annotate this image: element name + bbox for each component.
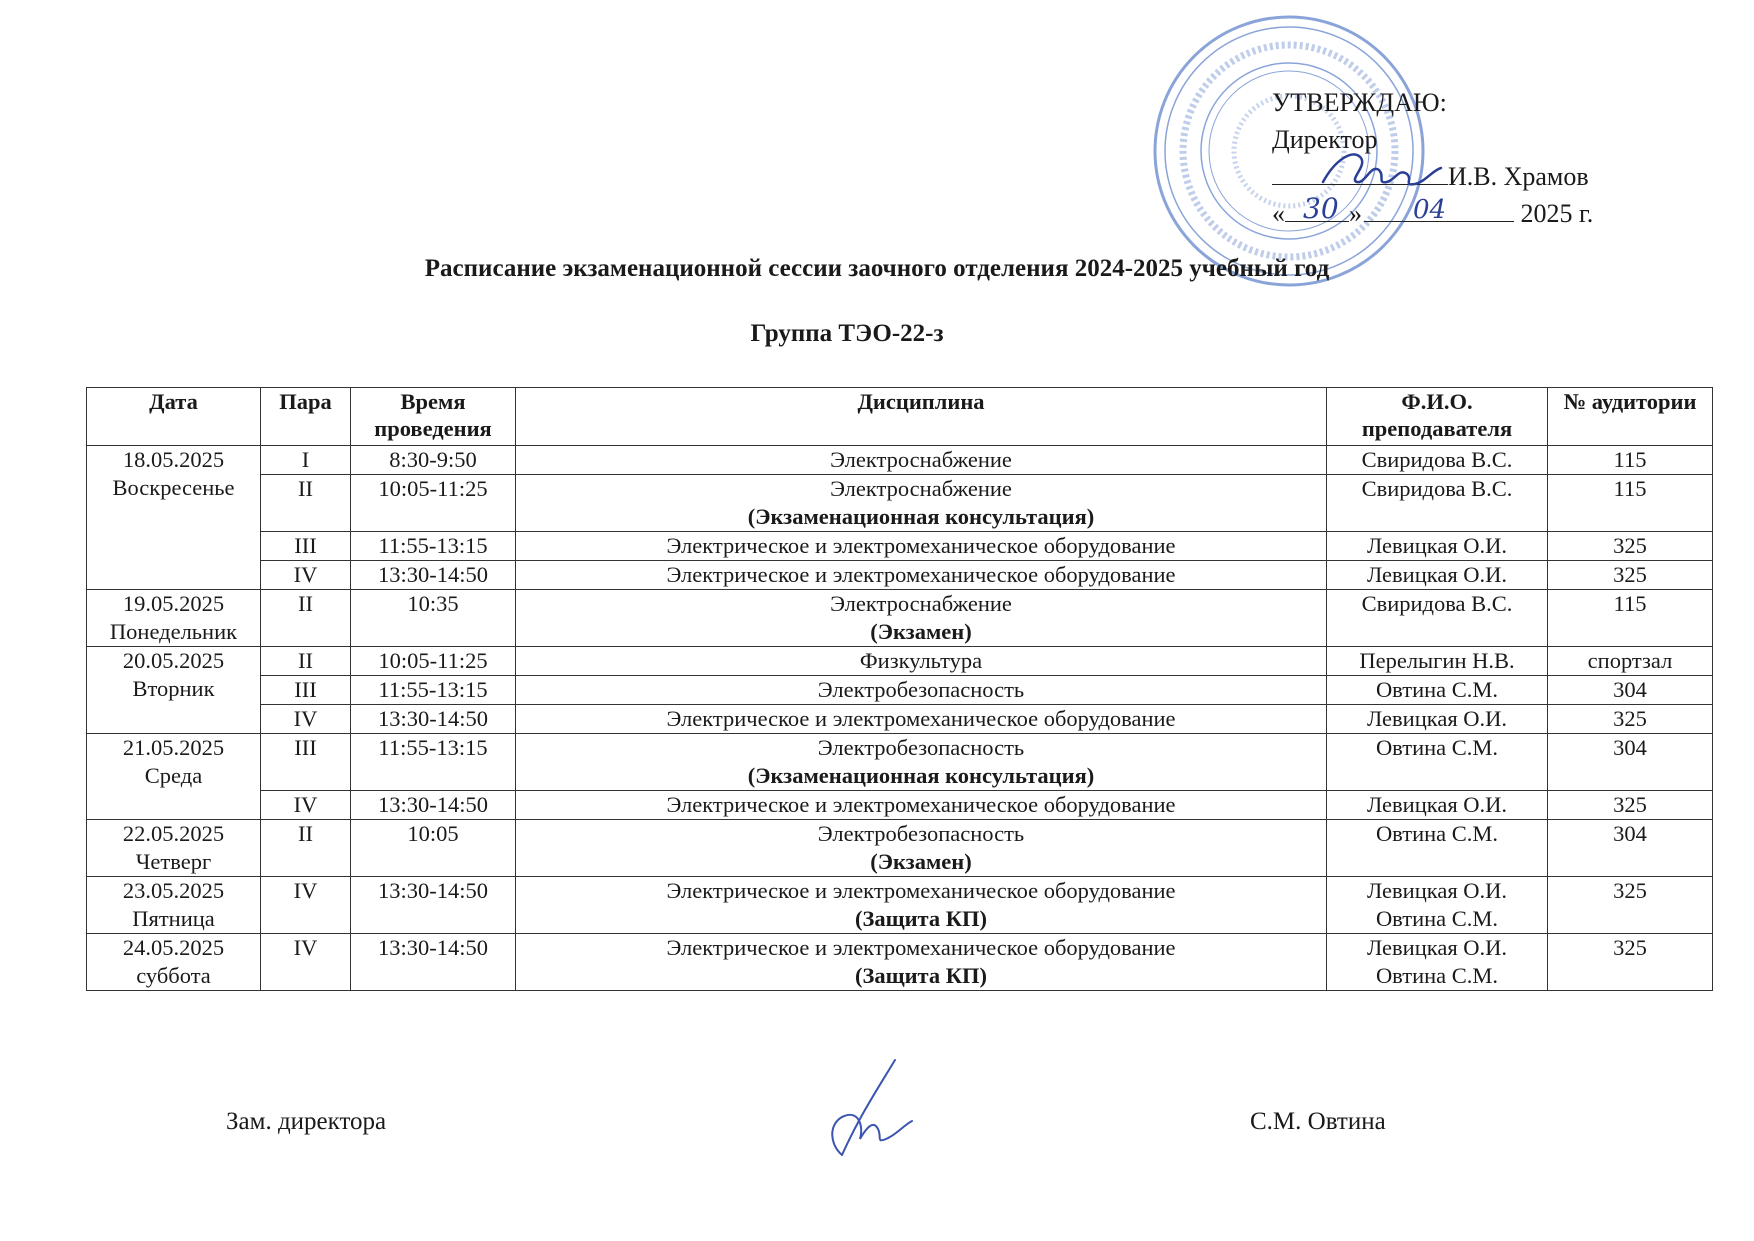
discipline-name: Электрическое и электромеханическое оборудование [666,533,1176,558]
teacher-name: Левицкая О.И. [1366,533,1508,558]
pair-cell: IV [261,934,351,991]
teacher-name: Овтина С.М. [1375,735,1499,760]
date-value: 18.05.2025 [122,447,225,472]
session-type: (Экзамен) [870,849,972,874]
discipline-name: Электрическое и электромеханическое оборудование [666,878,1176,903]
date-cell [87,934,261,991]
discipline-name: Электроснабжение [830,476,1012,501]
date-value: 19.05.2025 [122,591,225,616]
group-title: Группа ТЭО-22-з [750,320,944,347]
approval-year: 2025 г. [1520,199,1594,228]
discipline-name: Электроснабжение [830,591,1012,616]
room-cell: 325 [1548,877,1713,934]
pair-cell: II [261,647,351,676]
teacher-cell [1327,647,1548,676]
discipline-cell [516,934,1327,991]
room-cell: 115 [1548,590,1713,647]
teacher-cell [1327,734,1548,791]
discipline-name: Электробезопасность [817,821,1025,846]
teacher-name: Левицкая О.И. [1366,878,1508,903]
date-cell [87,734,261,820]
time-cell: 10:05 [351,820,516,877]
teacher-cell [1327,561,1548,590]
time-cell: 13:30-14:50 [351,877,516,934]
time-cell: 11:55-13:15 [351,734,516,791]
weekday: Понедельник [109,619,238,644]
weekday: Вторник [132,676,215,701]
date-value: 24.05.2025 [122,935,225,960]
time-cell: 10:35 [351,590,516,647]
session-type: (Экзаменационная консультация) [747,504,1095,529]
discipline-name: Электрическое и электромеханическое оборудование [666,935,1176,960]
date-quote-open: « [1272,199,1285,228]
time-cell: 13:30-14:50 [351,934,516,991]
room-cell: 325 [1548,561,1713,590]
teacher-cell [1327,446,1548,475]
session-type: (Защита КП) [854,963,988,988]
handwritten-date [1295,188,1510,228]
table-row [87,647,1713,676]
teacher-name: Свиридова В.С. [1361,591,1513,616]
time-cell: 11:55-13:15 [351,532,516,561]
weekday: Среда [144,763,203,788]
approver-name: И.В. Храмов [1448,162,1589,191]
deputy-signature [820,1055,920,1165]
date-cell [87,647,261,734]
discipline-name: Электробезопасность [817,677,1025,702]
date-cell [87,590,261,647]
teacher-cell [1327,934,1548,991]
discipline-name: Электрическое и электромеханическое оборудование [666,706,1176,731]
discipline-name: Электробезопасность [817,735,1025,760]
teacher-name: Овтина С.М. [1375,677,1499,702]
header-discipline: Дисциплина [516,388,1327,446]
room-cell: 115 [1548,446,1713,475]
table-header-row [87,388,1713,446]
teacher-cell [1327,877,1548,934]
header-pair: Пара [261,388,351,446]
room-cell: 325 [1548,532,1713,561]
date-cell [87,877,261,934]
schedule-table [86,387,1713,991]
pair-cell: II [261,820,351,877]
table-row [87,705,1713,734]
pair-cell: IV [261,705,351,734]
discipline-cell [516,820,1327,877]
teacher-name: Перелыгин Н.В. [1359,648,1515,673]
pair-cell: IV [261,877,351,934]
room-cell: 325 [1548,791,1713,820]
header-room: № аудитории [1548,388,1713,446]
time-cell: 13:30-14:50 [351,791,516,820]
discipline-name: Физкультура [859,648,983,673]
room-cell: 304 [1548,734,1713,791]
room-cell: 325 [1548,934,1713,991]
date-cell [87,820,261,877]
header-teacher: Ф.И.О. преподавателя [1327,388,1548,446]
teacher-cell [1327,791,1548,820]
discipline-cell [516,446,1327,475]
session-type: (Защита КП) [854,906,988,931]
table-row [87,590,1713,647]
discipline-cell [516,676,1327,705]
discipline-cell [516,475,1327,532]
header-date: Дата [87,388,261,446]
teacher-name: Левицкая О.И. [1366,562,1508,587]
session-type: (Экзамен) [870,619,972,644]
teacher-name: Свиридова В.С. [1361,447,1513,472]
pair-cell: I [261,446,351,475]
table-row [87,446,1713,475]
time-cell: 8:30-9:50 [351,446,516,475]
time-cell: 11:55-13:15 [351,676,516,705]
teacher-name: Левицкая О.И. [1366,706,1508,731]
time-cell: 13:30-14:50 [351,561,516,590]
document-title: Расписание экзаменационной сессии заочного отделения 2024-2025 учебный год [424,255,1330,282]
discipline-name: Электроснабжение [830,447,1012,472]
discipline-cell [516,791,1327,820]
approval-position: Директор [1272,125,1378,154]
table-row [87,561,1713,590]
pair-cell: III [261,676,351,705]
pair-cell: IV [261,791,351,820]
date-value: 22.05.2025 [122,821,225,846]
weekday: суббота [136,963,211,988]
header-time: Время проведения [351,388,516,446]
session-type: (Экзаменационная консультация) [747,763,1095,788]
teacher-name: Левицкая О.И. [1366,935,1508,960]
teacher-name-second: Овтина С.М. [1375,906,1499,931]
table-row [87,532,1713,561]
discipline-name: Электрическое и электромеханическое оборудование [666,562,1176,587]
pair-cell: II [261,475,351,532]
discipline-cell [516,590,1327,647]
table-row [87,934,1713,991]
time-cell: 10:05-11:25 [351,647,516,676]
table-row [87,791,1713,820]
discipline-cell [516,734,1327,791]
discipline-cell [516,532,1327,561]
handwritten-month: 04 [1413,195,1447,225]
table-row [87,475,1713,532]
date-value: 20.05.2025 [122,648,225,673]
weekday: Четверг [135,849,212,874]
table-row [87,734,1713,791]
discipline-cell [516,877,1327,934]
table-row [87,676,1713,705]
date-value: 23.05.2025 [122,878,225,903]
table-row [87,877,1713,934]
teacher-name: Свиридова В.С. [1361,476,1513,501]
room-cell: 325 [1548,705,1713,734]
teacher-name: Овтина С.М. [1375,821,1499,846]
discipline-cell [516,705,1327,734]
weekday: Воскресенье [112,475,235,500]
footer-position: Зам. директора [226,1108,387,1135]
footer-name: С.М. Овтина [1250,1108,1386,1135]
pair-cell: II [261,590,351,647]
teacher-cell [1327,705,1548,734]
weekday: Пятница [132,906,215,931]
pair-cell: III [261,734,351,791]
teacher-cell [1327,590,1548,647]
teacher-cell [1327,532,1548,561]
approval-heading: УТВЕРЖДАЮ: [1272,88,1447,117]
date-value: 21.05.2025 [122,735,225,760]
teacher-cell [1327,475,1548,532]
discipline-cell [516,561,1327,590]
handwritten-day: 30 [1303,192,1339,225]
date-cell [87,446,261,590]
teacher-cell [1327,676,1548,705]
time-cell: 10:05-11:25 [351,475,516,532]
room-cell: 304 [1548,820,1713,877]
teacher-cell [1327,820,1548,877]
pair-cell: IV [261,561,351,590]
room-cell: 115 [1548,475,1713,532]
time-cell: 13:30-14:50 [351,705,516,734]
discipline-name: Электрическое и электромеханическое оборудование [666,792,1176,817]
room-cell: 304 [1548,676,1713,705]
date-quote-close: » [1349,199,1362,228]
table-row [87,820,1713,877]
discipline-cell [516,647,1327,676]
teacher-name: Левицкая О.И. [1366,792,1508,817]
pair-cell: III [261,532,351,561]
room-cell: спортзал [1548,647,1713,676]
teacher-name-second: Овтина С.М. [1375,963,1499,988]
